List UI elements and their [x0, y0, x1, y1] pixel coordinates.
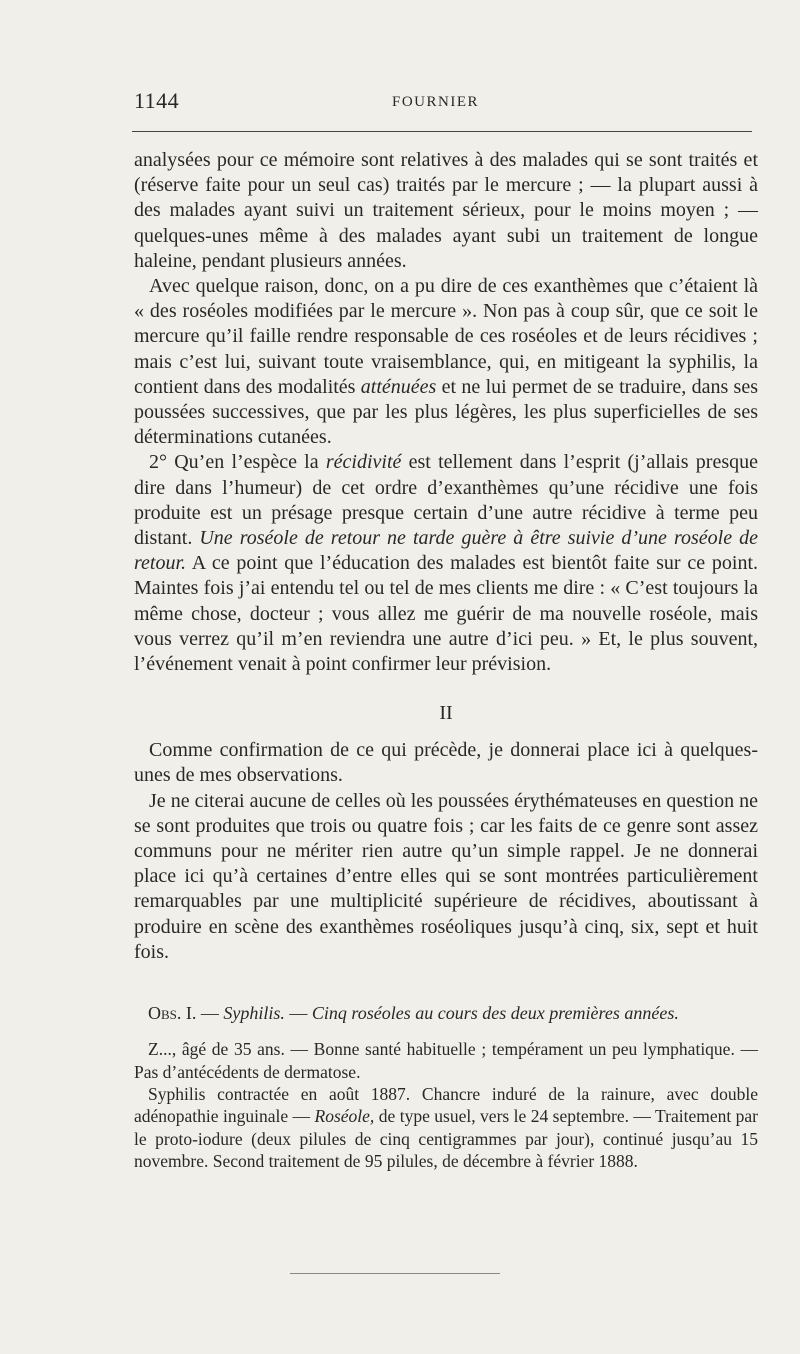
observation-paragraph-2: Syphilis contractée en août 1887. Chancre induré de la rainure, avec double adénopathie inguinale — Roséole, de type usuel, vers le 24 septembre. — Traitement par le proto-iodure (deux pilules de cinq centigrammes par jour), continué jusqu’au 15 novembre. Second traitement de 95 pilules, de décembre à février 1888.: [134, 1083, 758, 1172]
page-number: 1144: [134, 88, 180, 113]
observation-disease: Syphilis.: [223, 1003, 285, 1024]
footer-rule: [290, 1273, 500, 1274]
italic-roseole: Roséole,: [314, 1106, 375, 1127]
page-header: [134, 86, 758, 116]
observation-heading: Obs. I. — Syphilis. — Cinq roséoles au cours des deux premières années.: [148, 1003, 679, 1024]
header-rule: [132, 131, 752, 132]
paragraph-recidivite: 2° Qu’en l’espèce la récidivité est tellement dans l’esprit (j’allais presque dire dans l’humeur) de cet ordre d’exanthèmes qu’une récidive une fois produite est un présage presque certain d’une autre récidive à terme peu distant. Une roséole de retour ne tarde guère à être suivie d’une roséole de retour. A ce point que l’éducation des malades est bientôt faite sur ce point. Maintes fois j’ai entendu tel ou tel de mes clients me dire : « C’est toujours la même chose, docteur ; vous allez me guérir de ma nouvelle roséole, mais vous verrez qu’il m’en reviendra une autre d’ici peu. » Et, le plus souvent, l’événement venait à point confirmer leur prévision.: [134, 451, 759, 676]
observation-paragraph-1: Z..., âgé de 35 ans. — Bonne santé habituelle ; tempérament un peu lymphatique. — Pas d’antécédents de dermatose.: [134, 1039, 758, 1082]
paragraph-citations: Je ne citerai aucune de celles où les poussées érythémateuses en question ne se sont produites que trois ou quatre fois ; car les faits de ce genre sont assez communs pour ne mériter rien autre qu’un simple rappel. Je ne donnerai place ici qu’à certaines d’entre elles qui se sont montrées particulièrement remarquables par une multiplicité supérieure de récidives, aboutissant à produire en scène des exanthèmes roséoliques jusqu’à cinq, six, sept et huit fois.: [134, 789, 758, 963]
observation-title: Cinq roséoles au cours des deux premières années.: [311, 1003, 679, 1024]
running-head: FOURNIER: [392, 94, 480, 110]
paragraph-continued: analysées pour ce mémoire sont relatives à des malades qui se sont traités et (réserve faite pour un seul cas) traités par le mercure ; — la plupart aussi à des malades ayant suivi un traitement sérieux, pour le moins moyen ; — quelques-unes même à des malades ayant subi un traitement de longue haleine, pendant plusieurs années.: [134, 149, 758, 272]
paragraph-confirmation: Comme confirmation de ce qui précède, je donnerai place ici à quelques-unes de mes observations.: [134, 739, 758, 787]
paragraph-mercure: Avec quelque raison, donc, on a pu dire de ces exanthèmes que c’étaient là « des roséoles modifiées par le mercure ». Non pas à coup sûr, que ce soit le mercure qu’il faille rendre responsable de ces roséoles et de leurs récidives ; mais c’est lui, suivant toute vraisemblance, qui, en mitigeant la syphilis, la contient dans des modalités atténuées et ne lui permet de se traduire, dans ses poussées successives, que par les plus légères, les plus superficielles de ses déterminations cutanées.: [134, 275, 758, 449]
italic-maxim: Une roséole de retour ne tarde guère à être suivie d’une roséole de retour.: [134, 527, 758, 575]
observation-label: Obs. I.: [148, 1003, 197, 1024]
italic-recidivite: récidivité: [325, 451, 402, 474]
italic-attenuees: atténuées: [360, 375, 437, 398]
body-text: [134, 148, 758, 1173]
section-heading: II: [439, 702, 453, 725]
